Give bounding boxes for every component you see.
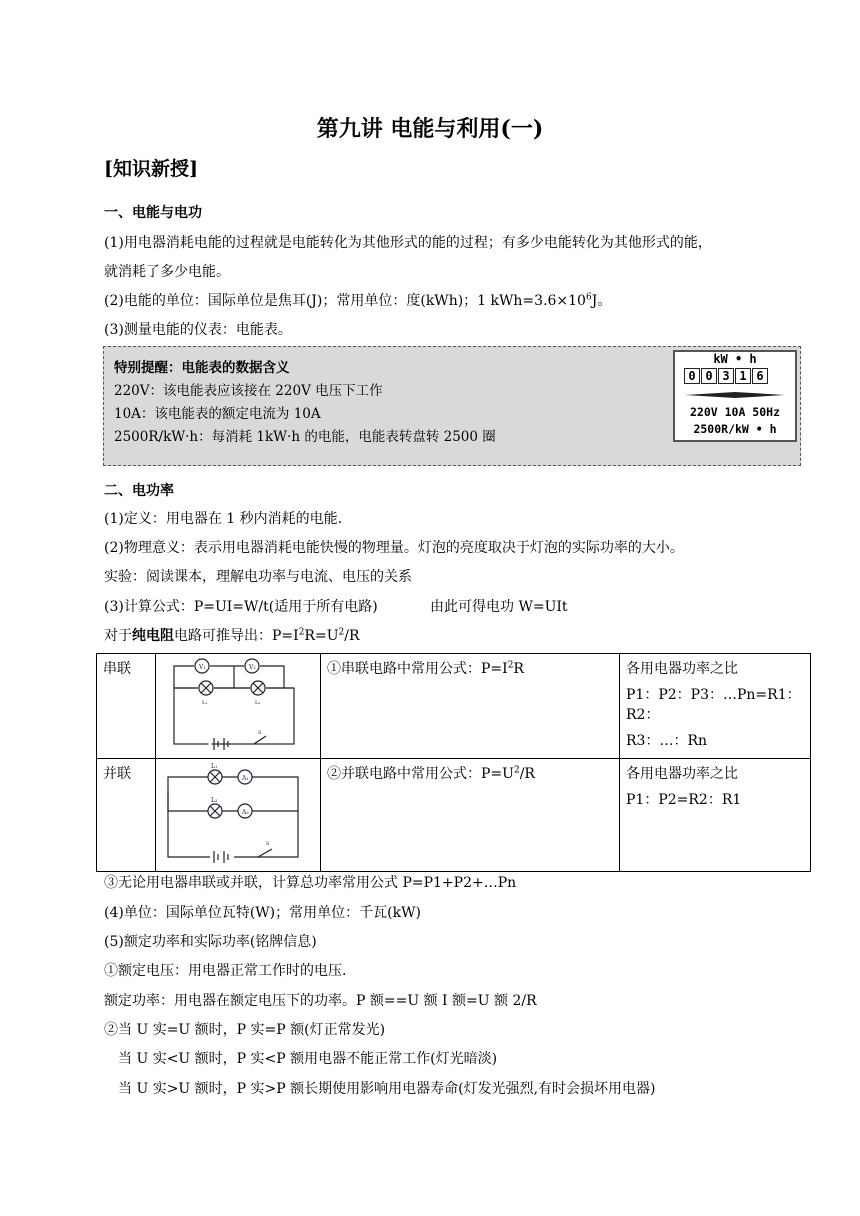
parallel-label: 并联	[97, 759, 156, 872]
parallel-ratio-title: 各用电器功率之比	[626, 766, 738, 782]
power-formula: (3)计算公式：P=UI=W/t(适用于所有电路)	[104, 599, 378, 615]
meter-note-box	[103, 346, 801, 466]
table-row	[97, 654, 811, 759]
power-meaning: (2)物理意义：表示用电器消耗电能快慢的物理量。灯泡的亮度取决于灯泡的实际功率的大小。	[104, 540, 684, 556]
svg-text:S: S	[266, 841, 270, 847]
power-definition: (1)定义：用电器在 1 秒内消耗的电能.	[104, 511, 343, 527]
series-formula: ①串联电路中常用公式：$P=I^2R$	[321, 654, 620, 759]
parallel-circuit-icon	[158, 761, 318, 865]
note-title: 特别提醒：电能表的数据含义	[114, 360, 290, 376]
section-label: [知识新授]	[104, 158, 198, 180]
paragraph-1b: 就消耗了多少电能。	[104, 264, 230, 280]
rated-power: 额定功率：用电器在额定电压下的功率。P 额==U 额 I 额=U 额 2/R	[104, 993, 537, 1009]
work-formula: 由此可得电功 W=UIt	[430, 599, 568, 615]
series-ratio-line-1: P1：P2：P3：…Pn=R1：R2：	[626, 687, 801, 723]
svg-text:L₁: L₁	[211, 763, 218, 770]
power-unit: (4)单位：国际单位瓦特(W)；常用单位：千瓦(kW)	[104, 905, 421, 921]
meter-unit: kW • h	[713, 352, 757, 366]
paragraph-1a: (1)用电器消耗电能的过程就是电能转化为其他形式的能的过程；有多少电能转化为其他形式的能，	[104, 235, 712, 251]
series-label: 串联	[97, 654, 156, 759]
case-equal: ②当 U 实=U 额时，P 实=P 额(灯正常发光)	[104, 1022, 386, 1038]
table-row	[97, 759, 811, 872]
page-title: 第九讲 电能与利用(一)	[316, 116, 544, 142]
svg-text:L₂: L₂	[211, 797, 218, 804]
rated-actual-power: (5)额定功率和实际功率(铭牌信息)	[104, 934, 317, 950]
note-line-3: 2500R/kW·h：每消耗 1kW·h 的电能，电能表转盘转 2500 圈	[114, 429, 496, 445]
svg-text:V₂: V₂	[249, 664, 256, 671]
heading-electric-power: 二、电功率	[104, 483, 174, 499]
series-ratio-title: 各用电器功率之比	[626, 661, 738, 677]
parallel-ratio-line-1: P1：P2=R2：R1	[626, 792, 742, 808]
heading-electric-energy: 一、电能与电功	[104, 205, 202, 221]
parallel-formula: ②并联电路中常用公式：$P=U^2/R$	[321, 759, 620, 872]
meter-revolutions: 2500R/kW • h	[693, 422, 777, 436]
energy-meter-image	[673, 350, 797, 442]
rated-voltage: ①额定电压：用电器正常工作时的电压.	[104, 963, 347, 979]
parallel-ratio	[620, 759, 811, 872]
note-line-1: 220V：该电能表应该接在 220V 电压下工作	[114, 383, 383, 399]
pure-resistance-formula: 对于纯电阻电路可推导出：$P=I^2R=U^2/R$	[104, 627, 360, 644]
series-circuit-diagram	[156, 654, 321, 759]
series-ratio	[620, 654, 811, 759]
svg-text:A₁: A₁	[242, 775, 249, 782]
series-circuit-icon	[158, 656, 318, 752]
meter-digits: 0 0 3 1 6	[684, 368, 769, 384]
svg-text:S: S	[258, 730, 262, 736]
meter-rating: 220V 10A 50Hz	[689, 405, 780, 419]
series-ratio-line-2: R3：…：Rn	[626, 733, 708, 749]
svg-text:A₂: A₂	[242, 809, 249, 816]
meter-dial-icon	[685, 391, 785, 399]
svg-text:L₂: L₂	[255, 700, 261, 706]
experiment-note: 实验：阅读课本，理解电功率与电流、电压的关系	[104, 569, 412, 585]
paragraph-2: (2)电能的单位：国际单位是焦耳(J)；常用单位：度(kWh)；1 $kWh=3.6\times 10^6J$。	[104, 292, 612, 309]
paragraph-3: (3)测量电能的仪表：电能表。	[104, 322, 292, 338]
case-lower: 当 U 实<U 额时，P 实<P 额用电器不能正常工作(灯光暗淡)	[118, 1051, 498, 1067]
parallel-circuit-diagram	[156, 759, 321, 872]
svg-text:V₁: V₁	[199, 664, 206, 671]
total-power-formula: ③无论用电器串联或并联，计算总功率常用公式 P=P1+P2+…Pn	[104, 875, 517, 891]
circuit-table	[96, 653, 811, 872]
note-line-2: 10A：该电能表的额定电流为 10A	[114, 406, 321, 422]
case-higher: 当 U 实>U 额时，P 实>P 额长期使用影响用电器寿命(灯发光强烈,有时会损坏用电器)	[118, 1081, 656, 1097]
svg-text:L₁: L₁	[202, 700, 208, 706]
